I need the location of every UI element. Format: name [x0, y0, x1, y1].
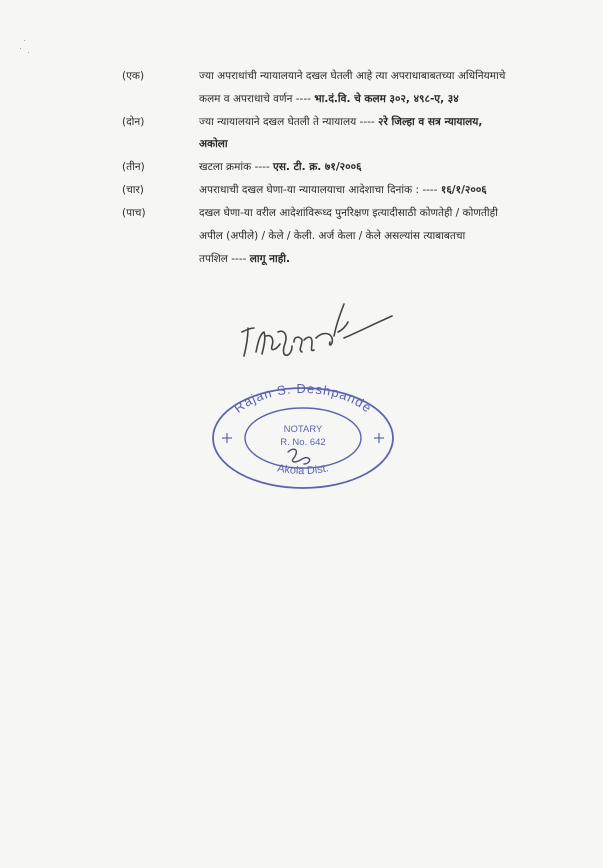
item-text-plain: तपशिल ---- [199, 253, 250, 265]
scan-speck [24, 40, 25, 41]
stamp-star-right [374, 433, 384, 443]
item-text-bold: १६/१/२००६ [440, 184, 487, 196]
stamp-place: Akola Dist. [276, 462, 330, 478]
item-text-line [199, 134, 579, 155]
stamp-title: NOTARY [283, 424, 323, 435]
item-text-line [199, 112, 579, 133]
item-text-line: दखल घेणा-या वरील आदेशांविरूध्द पुनरिक्षण इत्यादीसाठी कोणतेही / कोणतीही [199, 207, 498, 219]
scan-speck [28, 52, 29, 53]
item-text-line [199, 249, 579, 270]
stamp-reg: R. No. 642 [280, 437, 326, 448]
item-marker: (चार) [122, 184, 144, 196]
stamp-star-left [222, 433, 232, 443]
item-marker: (तीन) [122, 161, 145, 173]
item-text-bold: लागू नाही. [249, 253, 291, 265]
item-marker: (पाच) [122, 207, 146, 219]
stamp-initials [288, 449, 310, 464]
item-text-bold: एस. टी. क्र. ७१/२००६ [273, 161, 362, 173]
item-text-line: अपील (अपीले) / केले / केली. अर्ज केला / केले असल्यांस त्याबाबतचा [199, 230, 466, 242]
notary-stamp [208, 380, 398, 490]
item-text-plain: ज्या न्यायालयाने दखल घेतली ते न्यायालय ---- [199, 116, 379, 128]
item-text-bold: भा.दं.वि. चे कलम ३०२, ४९८-ए, ३४ [314, 93, 459, 105]
item-text-bold: २रे जिल्हा व सत्र न्यायालय, [378, 116, 483, 128]
item-text-line [199, 89, 579, 110]
stamp-name: Rajan S. Deshpande [231, 380, 376, 416]
item-text-plain: अपराधाची दखल घेणा-या न्यायालयाचा आदेशाचा दिनांक : ---- [199, 184, 441, 196]
item-text-plain: कलम व अपराधाचे वर्णन ---- [199, 93, 315, 105]
item-marker: (दोन) [122, 116, 145, 128]
item-text-line [199, 157, 579, 178]
item-text-line [199, 180, 579, 201]
item-text-bold: अकोला [199, 138, 228, 150]
scan-speck [20, 48, 21, 49]
item-text-line: ज्या अपराधांची न्यायालयाने दखल घेतली आहे त्या अपराधाबाबतच्या अधिनियमाचे [199, 70, 506, 82]
item-text-plain: खटला क्रमांक ---- [199, 161, 274, 173]
item-marker: (एक) [122, 70, 145, 82]
handwritten-signature [236, 292, 396, 364]
